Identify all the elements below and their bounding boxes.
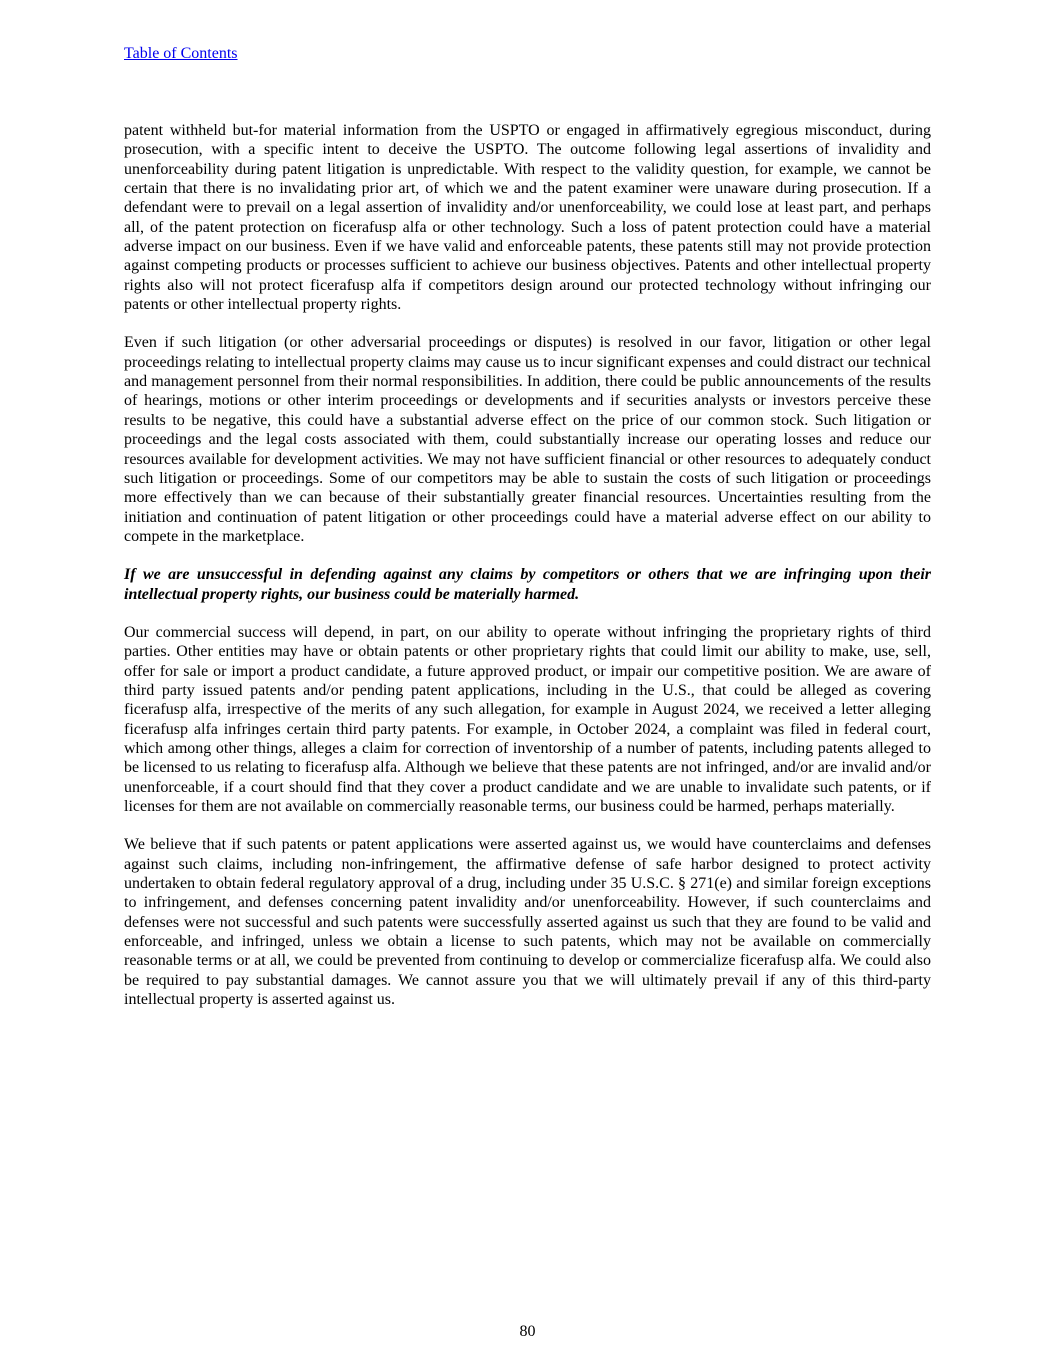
risk-factor-heading: If we are unsuccessful in defending against any claims by competitors or others that we are infringing upon their intellectual property rights, our business could be materially harmed.	[124, 566, 931, 603]
page-number: 80	[519, 1323, 536, 1340]
document-body	[124, 121, 931, 1028]
body-paragraph: Our commercial success will depend, in part, on our ability to operate without infringing the proprietary rights of third parties. Other entities may have or obtain patents or other proprietary rights that could limit our ability to make, use, sell, offer for sale or import a product candidate, a future approved product, or impair our competitive position. We are aware of third party issued patents and/or pending patent applications, including in the U.S., that could be alleged as covering ficerafusp alfa, irrespective of the merits of any such allegation, for example in August 2024, we received a letter alleging ficerafusp alfa infringes certain third party patents. For example, in October 2024, a complaint was filed in federal court, which among other things, alleges a claim for correction of inventorship of a number of patents, including patents alleged to be licensed to us relating to ficerafusp alfa. Although we believe that these patents are not infringed, and/or are invalid and/or unenforceable, if a court should find that they cover a product candidate and we are unable to invalidate such patents, or if licenses for them are not available on commercially reasonable terms, our business could be harmed, perhaps materially.	[124, 623, 931, 815]
body-paragraph: Even if such litigation (or other adversarial proceedings or disputes) is resolved in our favor, litigation or other legal proceedings relating to intellectual property claims may cause us to incur significant expenses and could distract our technical and management personnel from their normal responsibilities. In addition, there could be public announcements of the results of hearings, motions or other interim proceedings or developments and if securities analysts or investors perceive these results to be negative, this could have a substantial adverse effect on the price of our common stock. Such litigation or proceedings and the legal costs associated with them, could substantially increase our operating losses and reduce our resources available for development activities. We may not have sufficient financial or other resources to adequately conduct such litigation or proceedings. Some of our competitors may be able to sustain the costs of such litigation or proceedings more effectively than we can because of their substantially greater financial resources. Uncertainties resulting from the initiation and continuation of patent litigation or other proceedings could have a material adverse effect on our ability to compete in the marketplace.	[124, 334, 931, 545]
body-paragraph: patent withheld but-for material information from the USPTO or engaged in affirmatively egregious misconduct, during prosecution, with a specific intent to deceive the USPTO. The outcome following legal assertions of invalidity and unenforceability during patent litigation is unpredictable. With respect to the validity question, for example, we cannot be certain that there is no invalidating prior art, of which we and the patent examiner were unaware during prosecution. If a defendant were to prevail on a legal assertion of invalidity and/or unenforceability, we could lose at least part, and perhaps all, of the patent protection on ficerafusp alfa or other technology. Such a loss of patent protection could have a material adverse impact on our business. Even if we have valid and enforceable patents, these patents still may not provide protection against competing products or processes sufficient to achieve our business objectives. Patents and other intellectual property rights also will not protect ficerafusp alfa if competitors design around our protected technology without infringing our patents or other intellectual property rights.	[124, 122, 931, 314]
table-of-contents-link[interactable]: Table of Contents	[124, 45, 238, 62]
body-paragraph: We believe that if such patents or patent applications were asserted against us, we would have counterclaims and defenses against such claims, including non-infringement, the affirmative defense of safe harbor designed to protect activity undertaken to obtain federal regulatory approval of a drug, including under 35 U.S.C. § 271(e) and similar foreign exceptions to infringement, and defenses concerning patent invalidity and/or unenforceability. However, if such counterclaims and defenses were not successful and such patents were successfully asserted against us such that they are found to be valid and enforceable, and infringed, unless we obtain a license to such patents, which may not be available on commercially reasonable terms or at all, we could be prevented from continuing to develop or commercialize ficerafusp alfa. We could also be required to pay substantial damages. We cannot assure you that we will ultimately prevail if any of this third-party intellectual property is asserted against us.	[124, 836, 931, 1009]
